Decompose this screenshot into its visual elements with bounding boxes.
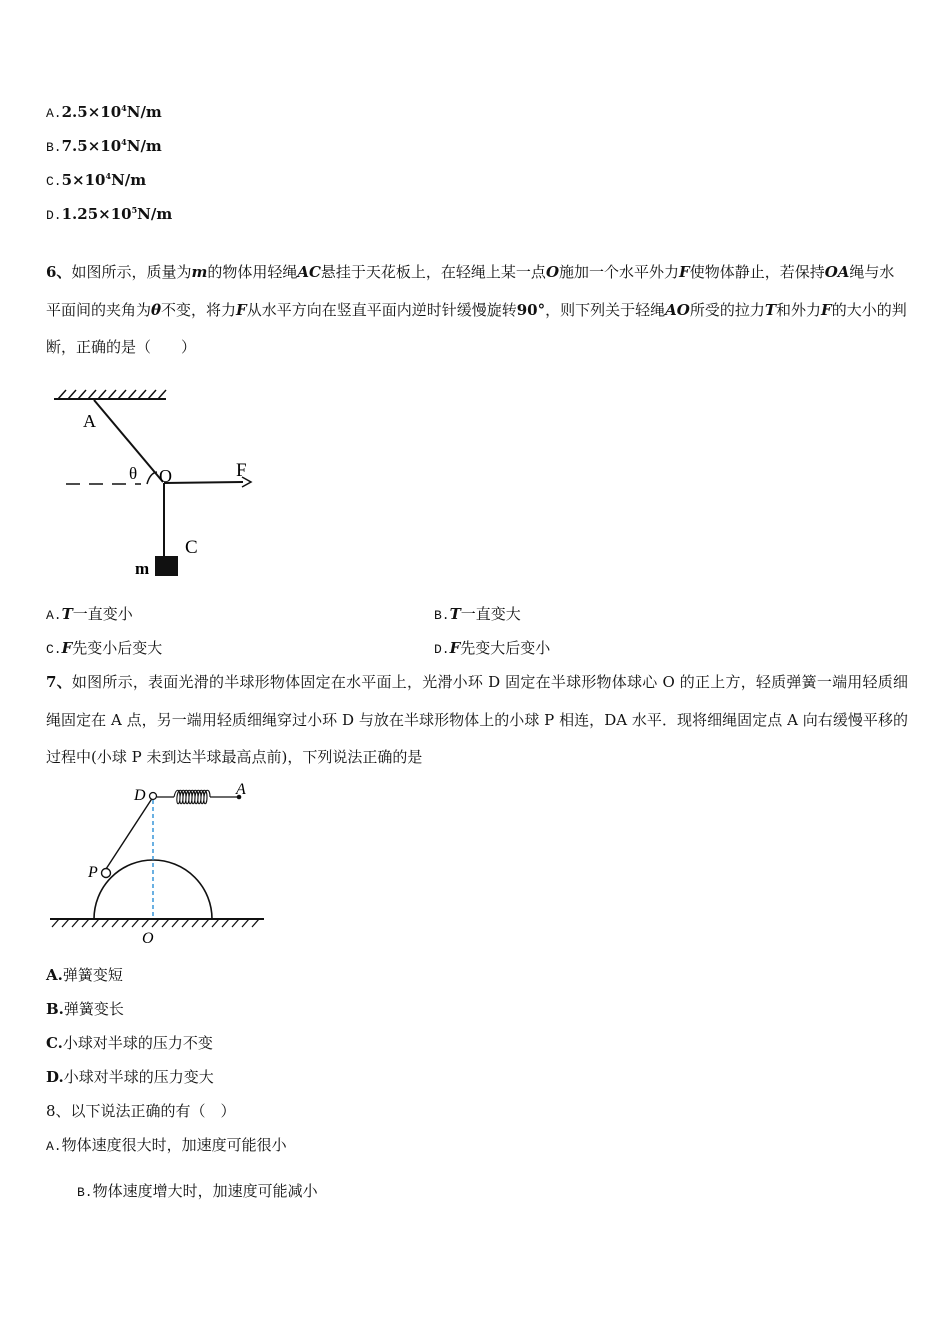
q5-option-d: $D.1.25\times 10^5N/m$ bbox=[46, 205, 173, 223]
q6-option-d: D.F先变大后变小 bbox=[434, 639, 551, 657]
q8-option-b: B.物体速度增大时，加速度可能减小 bbox=[77, 1182, 318, 1200]
q6-option-b: B.T一直变大 bbox=[434, 605, 521, 623]
q5-option-b: $B.7.5\times 10^4N/m$ bbox=[46, 137, 162, 155]
q7-option-b: B.弹簧变长 bbox=[46, 1000, 124, 1018]
label-a: A bbox=[83, 411, 96, 431]
mass-block bbox=[155, 556, 178, 576]
q7-option-a: A.弹簧变短 bbox=[46, 966, 123, 984]
label-o: O bbox=[159, 466, 172, 486]
q5-option-c: $C.5\times 10^4N/m$ bbox=[46, 171, 147, 189]
label-a: A bbox=[236, 781, 246, 798]
q8-option-a: A.物体速度很大时，加速度可能很小 bbox=[46, 1136, 287, 1154]
q6-option-c: C.F先变小后变大 bbox=[46, 639, 163, 657]
label-theta: θ bbox=[129, 464, 138, 483]
force-f-arrow bbox=[164, 482, 243, 483]
q6-option-a: A.T一直变小 bbox=[46, 605, 133, 623]
q7-option-d: D.小球对半球的压力变大 bbox=[46, 1068, 214, 1086]
q6-stem: 6、如图所示，质量为m的物体用轻绳AC悬挂于天花板上，在轻绳上某一点O施加一个水平外力F使物体静止，若保持OA绳与水平面间的夹角为θ不变，将力F从水平方向在竖直平面内逆时针缓慢旋转90°，则下列关于轻绳AO所受的拉力T和外力F的大小的判断，正确的是（ ） bbox=[46, 263, 907, 356]
ground bbox=[50, 919, 264, 927]
hemisphere bbox=[94, 860, 212, 919]
label-d: D bbox=[134, 787, 146, 804]
ceiling bbox=[54, 390, 166, 399]
q7-option-c: C.小球对半球的压力不变 bbox=[46, 1034, 213, 1052]
string-dp bbox=[106, 797, 153, 869]
q5-option-a: $A.2.5\times 10^4N/m$ bbox=[46, 103, 162, 121]
q7-figure bbox=[46, 780, 271, 950]
q8-stem: 8、以下说法正确的有（ ） bbox=[46, 1102, 236, 1120]
label-c: C bbox=[185, 537, 198, 558]
ball-p bbox=[102, 869, 111, 878]
q6-figure bbox=[46, 385, 266, 585]
label-m: m bbox=[135, 559, 150, 578]
label-p: P bbox=[88, 864, 98, 881]
q7-stem: 7、如图所示，表面光滑的半球形物体固定在水平面上，光滑小环 D 固定在半球形物体球心 O 的正上方，轻质弹簧一端用轻质细绳固定在 A 点，另一端用轻质细绳穿过小环 D 与放在半球形物体上的小球 P 相连，DA 水平．现将细绳固定点 A 向右缓慢平移的过程中(小球 P 未到达半球最高点前)，下列说法正确的是 bbox=[46, 673, 909, 766]
spring bbox=[174, 790, 210, 804]
label-o: O bbox=[142, 930, 154, 947]
ring-d bbox=[150, 793, 157, 800]
label-f: F bbox=[236, 460, 247, 481]
